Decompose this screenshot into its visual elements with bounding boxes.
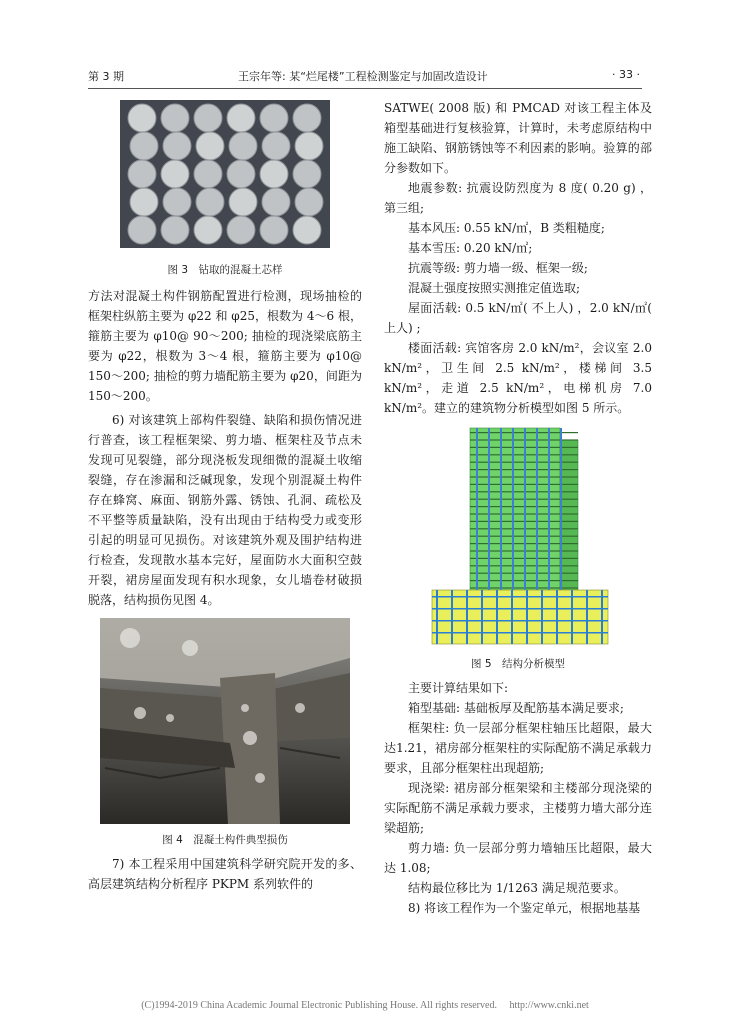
podium-column-line — [451, 590, 453, 644]
concrete-core — [194, 216, 222, 244]
podium-floor-line — [432, 596, 608, 598]
running-title: 王宗年等: 某“烂尾楼”工程检测鉴定与加固改造设计 — [238, 70, 488, 83]
podium-column-line — [571, 590, 573, 644]
concrete-core — [293, 160, 321, 188]
concrete-core — [260, 216, 288, 244]
concrete-core — [161, 160, 189, 188]
figure-5-caption: 图 5 结构分析模型 — [470, 658, 566, 670]
podium-column-line — [526, 590, 528, 644]
concrete-core — [293, 216, 321, 244]
concrete-core — [229, 132, 257, 160]
concrete-core — [163, 188, 191, 216]
result-shear-wall: 剪力墙: 负一层部分剪力墙轴压比超限，最大达 1.08; — [384, 841, 652, 875]
figure-4-concrete-damage — [100, 618, 350, 824]
concrete-core — [130, 188, 158, 216]
concrete-core — [229, 188, 257, 216]
result-frame-column: 框架柱: 负一层部分框架柱轴压比超限，最大达1.21，裙房部分框架柱的实际配筋不满足承载力要求，且部分框架柱出现超筋; — [384, 721, 652, 775]
copyright-footer: (C)1994-2019 China Academic Journal Electronic Publishing House. All rights reserved. http://www.cnki.net — [141, 1000, 589, 1011]
concrete-core — [295, 188, 323, 216]
param-seismic: 地震参数: 抗震设防烈度为 8 度( 0.20 g) ，第三组; — [384, 181, 652, 215]
concrete-core — [196, 188, 224, 216]
column-line — [524, 428, 526, 593]
podium-floor-line — [432, 608, 608, 610]
column-line — [548, 428, 550, 593]
concrete-core — [196, 132, 224, 160]
podium-column-line — [541, 590, 543, 644]
column-line — [536, 428, 538, 593]
concrete-core — [260, 160, 288, 188]
concrete-core — [194, 104, 222, 132]
podium-floor-line — [432, 620, 608, 622]
podium — [432, 590, 608, 644]
concrete-core — [260, 104, 288, 132]
right-column-bottom — [384, 678, 652, 918]
figure-3-caption: 图 3 钻取的混凝土芯样 — [167, 264, 283, 276]
param-concrete-strength: 混凝土强度按照实测推定值选取; — [408, 281, 581, 295]
paragraph-item-7: 7) 本工程采用中国建筑科学研究院开发的多、高层建筑结构分析程序 PKPM 系列软件的 — [88, 857, 362, 891]
param-roof-load: 屋面活载: 0.5 kN/㎡( 不上人) ，2.0 kN/㎡( 上人) ; — [384, 301, 652, 335]
paragraph-rebar-detection: 方法对混凝土构件钢筋配置进行检测，现场抽检的框架柱纵筋主要为 φ22 和 φ25，根数为 4～6 根，箍筋主要为 φ10@ 90～200; 抽检的现浇梁底筋主要为 φ22，根数为 3～4 根，箍筋主要为 φ10@ 150～200; 抽检的剪力墙配筋主要为 φ20，间距为 150～200。 — [88, 289, 362, 403]
concrete-core — [194, 160, 222, 188]
param-seismic-grade: 抗震等级: 剪力墙一级、框架一级; — [408, 261, 588, 275]
podium-column-line — [436, 590, 438, 644]
column-line — [500, 428, 502, 593]
param-snow: 基本雪压: 0.20 kN/㎡; — [408, 241, 533, 255]
paragraph-software: SATWE( 2008 版) 和 PMCAD 对该工程主体及箱型基础进行复核验算，计算时，未考虑原结构中施工缺陷、钢筋锈蚀等不利因素的影响。验算的部分参数如下。 — [384, 101, 652, 175]
figure-3-concrete-cores — [120, 100, 330, 248]
right-column-top — [384, 98, 652, 418]
podium-column-line — [466, 590, 468, 644]
podium-column-line — [586, 590, 588, 644]
concrete-core — [128, 216, 156, 244]
concrete-core — [227, 104, 255, 132]
running-header — [88, 66, 642, 89]
paragraph-item-6: 6) 对该建筑上部构件裂缝、缺陷和损伤情况进行普查，该工程框架梁、剪力墙、框架柱及节点未发现可见裂缝，部分现浇板发现细微的混凝土收缩裂缝，存在渗漏和泛碱现象，发现个别混凝土构件存在蜂窝、麻面、钢筋外露、锈蚀、孔洞、疏松及不平整等质量缺陷，没有出现由于结构受力或变形引起的明显可见损伤。对该建筑外观及围护结构进行检查，发现散水基本完好，屋面防水大面积空鼓开裂，裙房屋面发现有积水现象，女儿墙卷材破损脱落，结构损伤见图 4。 — [88, 413, 362, 607]
podium-column-line — [496, 590, 498, 644]
concrete-core — [130, 132, 158, 160]
concrete-core — [262, 188, 290, 216]
concrete-core — [161, 104, 189, 132]
podium-column-line — [481, 590, 483, 644]
results-intro: 主要计算结果如下: — [408, 681, 509, 695]
left-column-bottom — [88, 854, 362, 894]
column-line — [560, 428, 562, 593]
figure-4-caption: 图 4 混凝土构件典型损伤 — [162, 834, 288, 846]
concrete-core — [161, 216, 189, 244]
param-wind: 基本风压: 0.55 kN/㎡，B 类粗糙度; — [408, 221, 605, 235]
tower-side — [560, 440, 578, 593]
column-line — [488, 428, 490, 593]
concrete-core — [128, 104, 156, 132]
podium-column-line — [556, 590, 558, 644]
concrete-core — [295, 132, 323, 160]
podium-floor-line — [432, 632, 608, 634]
concrete-core — [163, 132, 191, 160]
concrete-core — [262, 132, 290, 160]
issue-number: 第 3 期 — [88, 70, 124, 83]
page-number: · 33 · — [612, 68, 640, 81]
concrete-core — [128, 160, 156, 188]
podium-column-line — [511, 590, 513, 644]
result-displacement-ratio: 结构最位移比为 1/1263 满足规范要求。 — [408, 881, 626, 895]
concrete-core — [293, 104, 321, 132]
result-cast-beam: 现浇梁: 裙房部分框架梁和主楼部分现浇梁的实际配筋不满足承载力要求，主楼剪力墙大部分连梁超筋; — [384, 781, 652, 835]
concrete-core — [227, 216, 255, 244]
paragraph-item-8: 8) 将该工程作为一个鉴定单元，根据地基基 — [408, 901, 641, 915]
tower-body — [470, 428, 560, 593]
column-line — [512, 428, 514, 593]
concrete-cores-image — [120, 100, 330, 248]
structural-model-image — [420, 420, 620, 650]
figure-5-structural-model — [420, 420, 620, 650]
column-line — [476, 428, 478, 593]
concrete-damage-image — [100, 618, 350, 824]
left-column-top — [88, 286, 362, 610]
concrete-core — [227, 160, 255, 188]
result-foundation: 箱型基础: 基础板厚及配筋基本满足要求; — [408, 701, 624, 715]
param-floor-load: 楼面活载: 宾馆客房 2.0 kN/m²，会议室 2.0 kN/m²，卫生间 2.5 kN/m²，楼梯间 3.5 kN/m²，走道 2.5 kN/m²，电梯机房 7.0 kN/m²。建立的建筑物分析模型如图 5 所示。 — [384, 341, 652, 415]
podium-column-line — [601, 590, 603, 644]
